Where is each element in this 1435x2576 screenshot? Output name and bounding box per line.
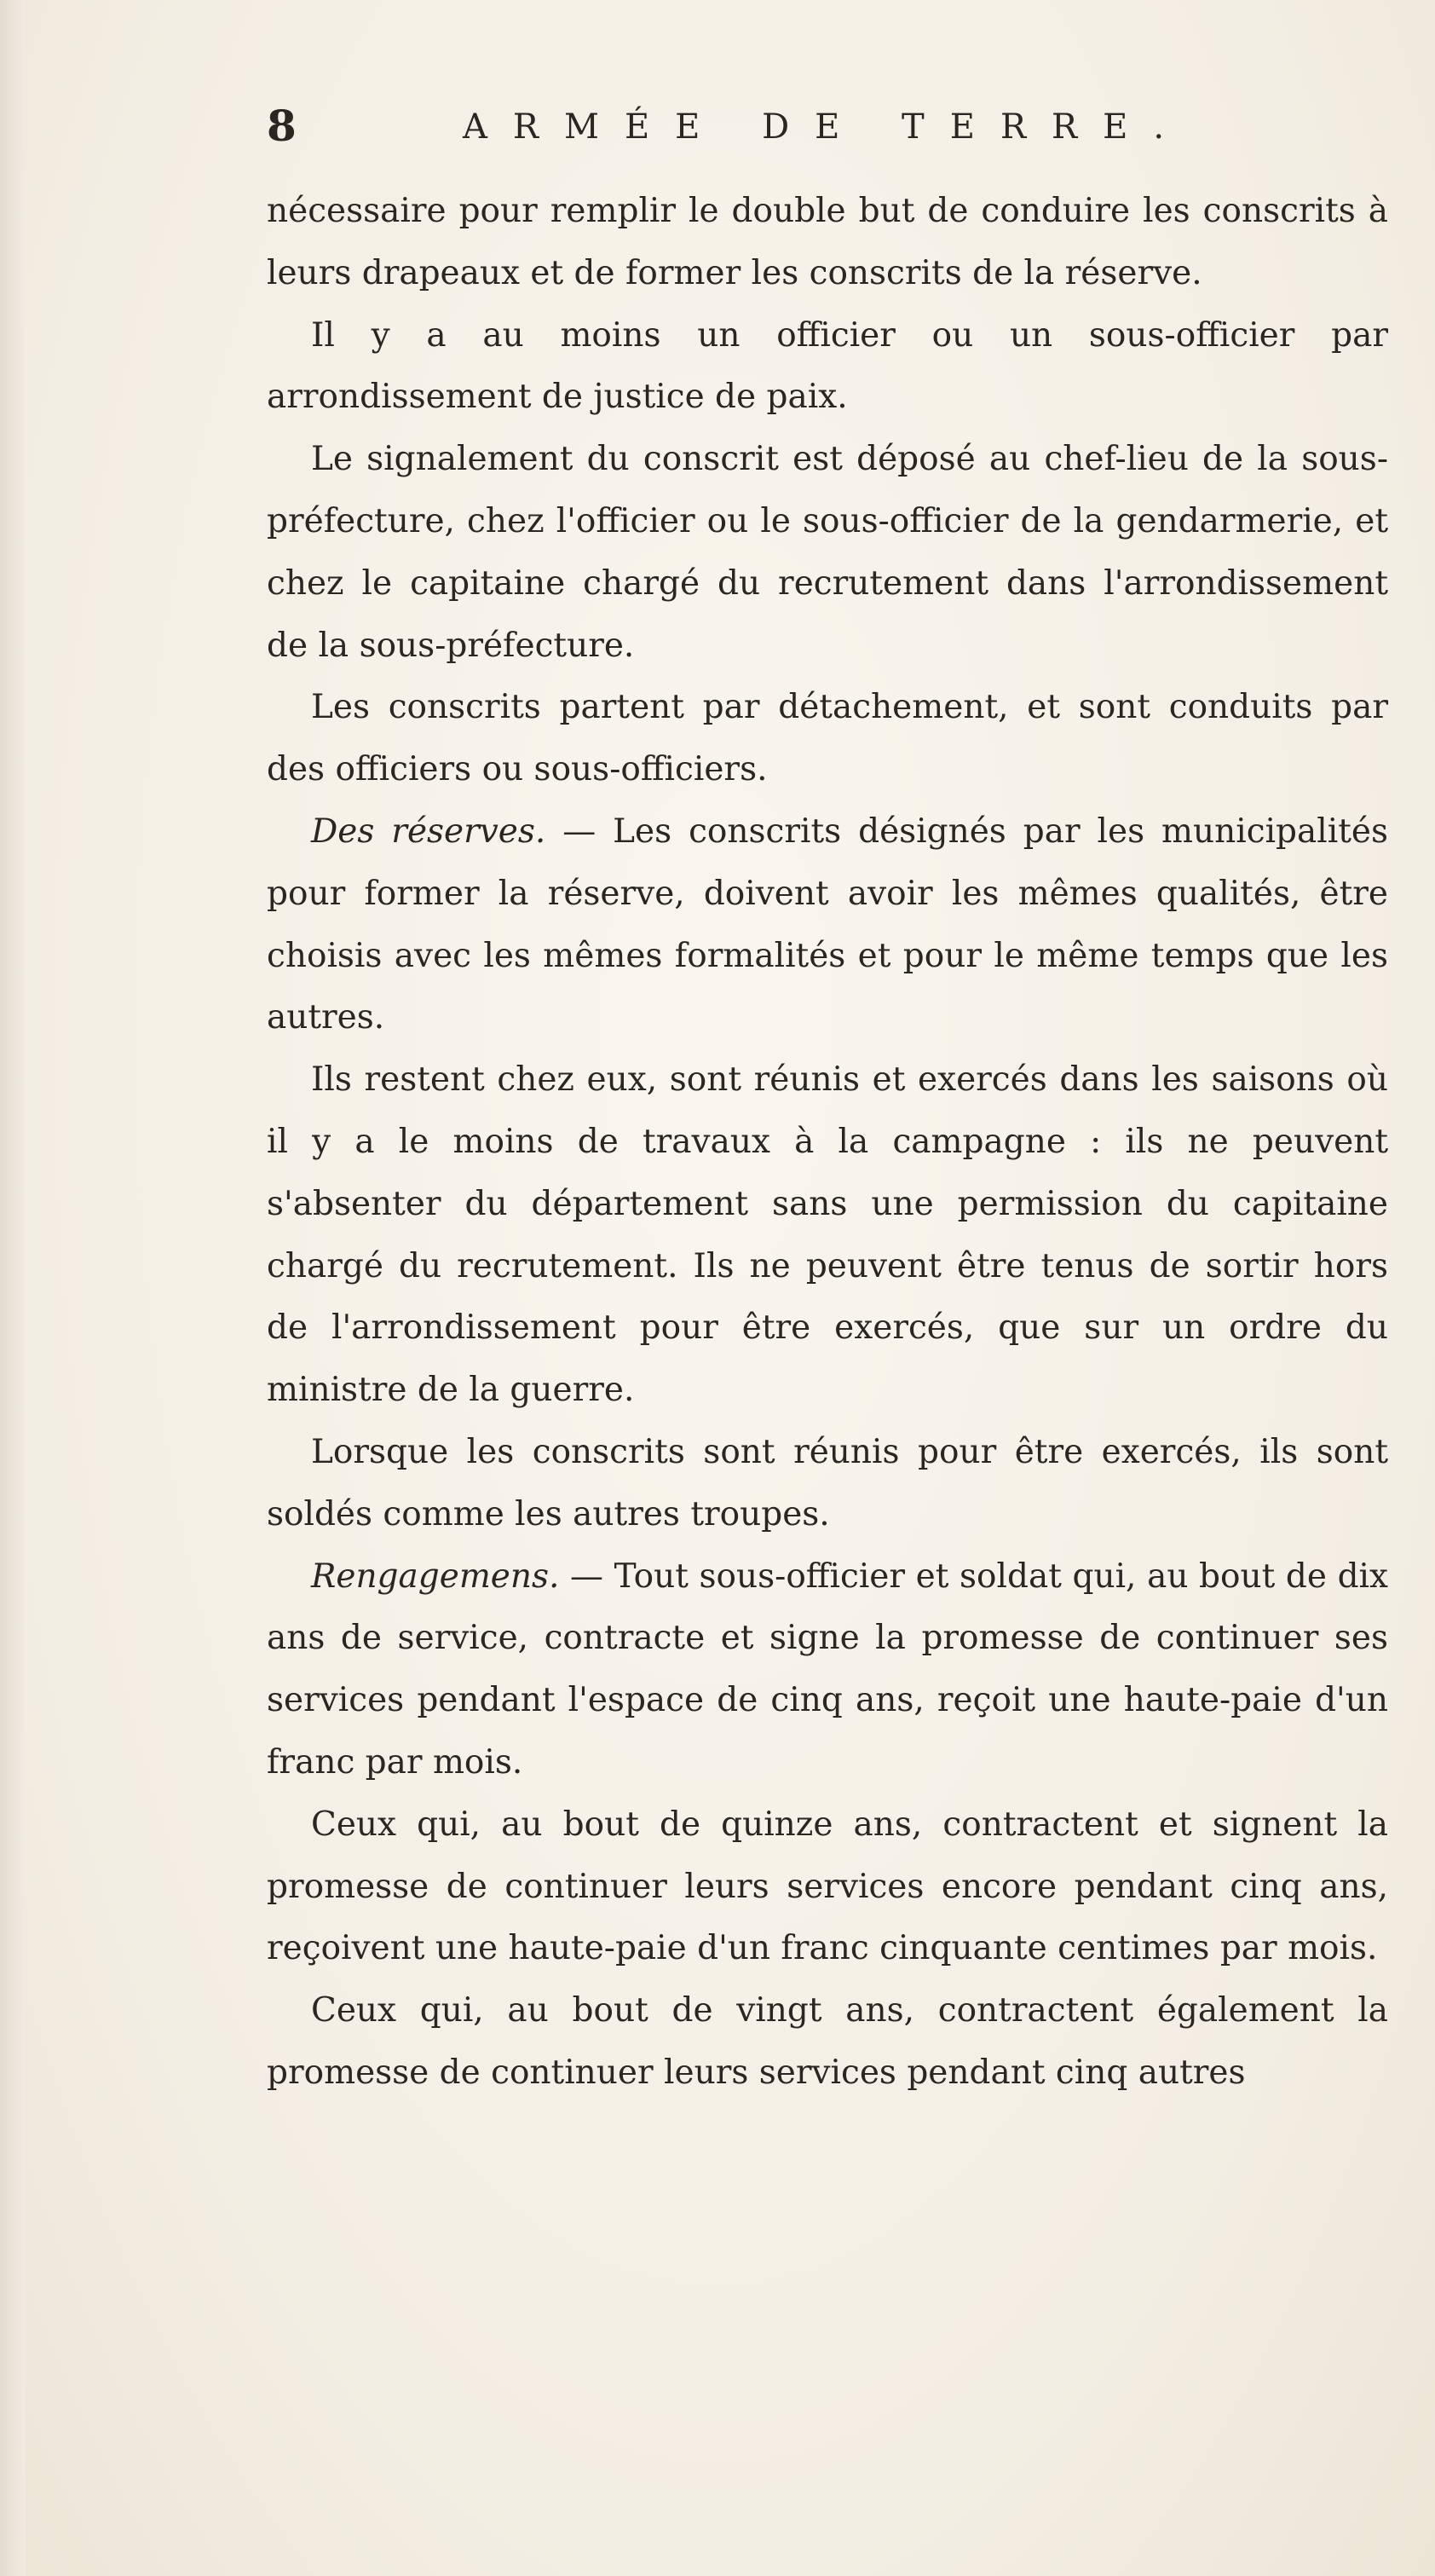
paragraph-text: Ceux qui, au bout de quinze ans, contractent et signent la promesse de continuer leurs services encore pendant cinq ans, reçoivent une haute-paie d'un franc cinquante centimes par mois. [267, 1805, 1388, 1968]
paragraph [267, 305, 1388, 430]
paragraph-text: Ceux qui, au bout de vingt ans, contractent également la promesse de continuer leurs services pendant cinq autres [267, 1991, 1388, 2092]
running-head: ARMÉE DE TERRE. [463, 107, 1190, 147]
paragraph-text: — Les conscrits désignés par les municipalités pour former la réserve, doivent avoir les mêmes qualités, être choisis avec les mêmes formalités et pour le même temps que les autres. [267, 811, 1388, 1037]
section-lead-reserves: Des réserves. [311, 811, 546, 851]
section-lead-rengagemens: Rengagemens. [311, 1557, 560, 1596]
paragraph-reserves [267, 801, 1388, 1049]
paragraph-continued [267, 181, 1388, 305]
paragraph-text: Lorsque les conscrits sont réunis pour être exercés, ils sont soldés comme les autres troupes. [267, 1432, 1388, 1533]
paragraph [267, 1980, 1388, 2105]
paragraph-rengagemens [267, 1546, 1388, 1794]
page-gutter [0, 0, 26, 2576]
paragraph [267, 429, 1388, 677]
paragraph [267, 1794, 1388, 1980]
paragraph-text: Le signalement du conscrit est déposé au chef-lieu de la sous-préfecture, chez l'officier ou le sous-officier de la gendarmerie, et chez le capitaine chargé du recrutement dans l'arrondissement de la sous-préfecture. [267, 440, 1388, 665]
page-number: 8 [267, 101, 298, 151]
paragraph-text: — Tout sous-officier et soldat qui, au bout de dix ans de service, contracte et signe la promesse de continuer ses services pendant l'espace de cinq ans, reçoit une haute-paie d'un franc par mois. [267, 1557, 1388, 1782]
page-header [267, 101, 1392, 160]
paragraph-text: Ils restent chez eux, sont réunis et exercés dans les saisons où il y a le moins de travaux à la campagne : ils ne peuvent s'absenter du département sans une permission du capitaine chargé du recrutement. Ils ne peuvent être tenus de sortir hors de l'arrondissement pour être exercés, que sur un ordre du ministre de la guerre. [267, 1060, 1388, 1410]
paragraph-text: Il y a au moins un officier ou un sous-officier par arrondissement de justice de paix. [267, 315, 1388, 417]
paragraph-text: nécessaire pour remplir le double but de conduire les conscrits à leurs drapeaux et de former les conscrits de la réserve. [267, 192, 1388, 292]
paragraph [267, 1422, 1388, 1546]
paragraph [267, 677, 1388, 801]
body-text [267, 181, 1388, 2105]
paragraph [267, 1049, 1388, 1422]
paragraph-text: Les conscrits partent par détachement, et sont conduits par des officiers ou sous-officiers. [267, 688, 1388, 789]
